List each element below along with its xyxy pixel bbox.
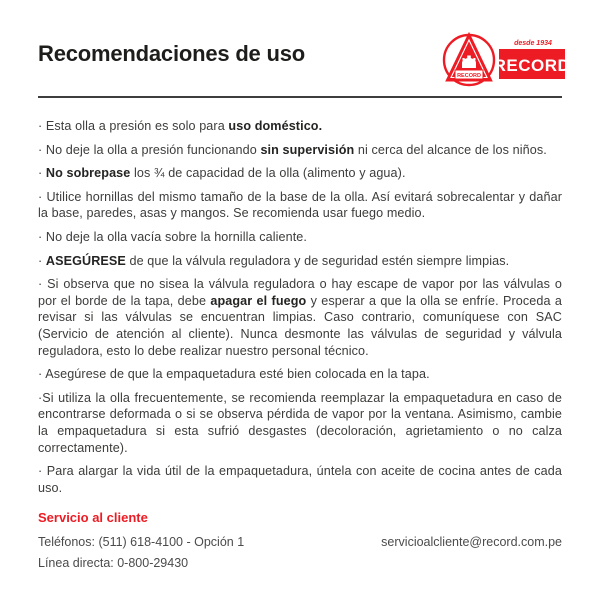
logo-brand-text: RECORD: [493, 56, 566, 75]
recommendation-item: · Utilice hornillas del mismo tamaño de la base de la olla. Así evitará sobrecalentar y dañar la base, paredes, asas y mangos. Se recomienda usar fuego medio.: [38, 189, 562, 221]
customer-service-email[interactable]: servicioalcliente@record.com.pe: [381, 535, 562, 549]
page-title: Recomendaciones de uso: [38, 41, 306, 66]
recommendation-item: · Si observa que no sisea la válvula reguladora o hay escape de vapor por las válvulas o por el borde de la tapa, debe apagar el fuego y esperar a que la olla se enfríe. Proceda a revisar si las válvulas se encuentran limpias. Caso contrario, comuníquese con SAC (Servicio de atención al cliente). Nunca desmonte las válvulas de seguridad y válvula reguladora, esto lo debe realizar nuestro personal técnico.: [38, 277, 563, 358]
recommendation-item: · Esta olla a presión es solo para uso doméstico.: [38, 119, 323, 133]
recommendation-item: · Asegúrese de que la empaquetadura esté bien colocada en la tapa.: [38, 367, 430, 382]
direct-line: Línea directa: 0-800-29430: [38, 556, 189, 570]
phone-line: Teléfonos: (511) 618-4100 - Opción 1: [38, 535, 245, 549]
recommendations-list: [38, 118, 562, 503]
emblem-label: RECORD: [457, 73, 481, 79]
record-logo-graphic: [442, 29, 566, 87]
recommendation-item: · No deje la olla a presión funcionando sin supervisión ni cerca del alcance de los niños.: [38, 142, 547, 157]
header-divider: [38, 96, 562, 98]
recommendation-item: · ASEGÚRESE de que la válvula reguladora y de seguridad estén siempre limpias.: [38, 253, 510, 268]
recommendation-item: · Para alargar la vida útil de la empaquetadura, úntela con aceite de cocina antes de cada uso.: [38, 464, 562, 495]
customer-service-heading: Servicio al cliente: [38, 510, 148, 525]
record-emblem-icon: [444, 33, 494, 85]
recommendation-item: ·Si utiliza la olla frecuentemente, se recomienda reemplazar la empaquetadura en caso de encontrarse deformada o si se observa pérdida de vapor por la ventana. Asimismo, cambie la empaquetadura si esta sufrió desgastes (decoloración, agrietamiento o no calza correctamente).: [38, 390, 562, 455]
recommendation-item: · No sobrepase los ¾ de capacidad de la olla (alimento y agua).: [38, 166, 406, 181]
recommendation-item: · No deje la olla vacía sobre la hornilla caliente.: [38, 229, 308, 244]
logo-tagline: desde 1934: [514, 40, 552, 47]
record-logo: [442, 29, 566, 87]
